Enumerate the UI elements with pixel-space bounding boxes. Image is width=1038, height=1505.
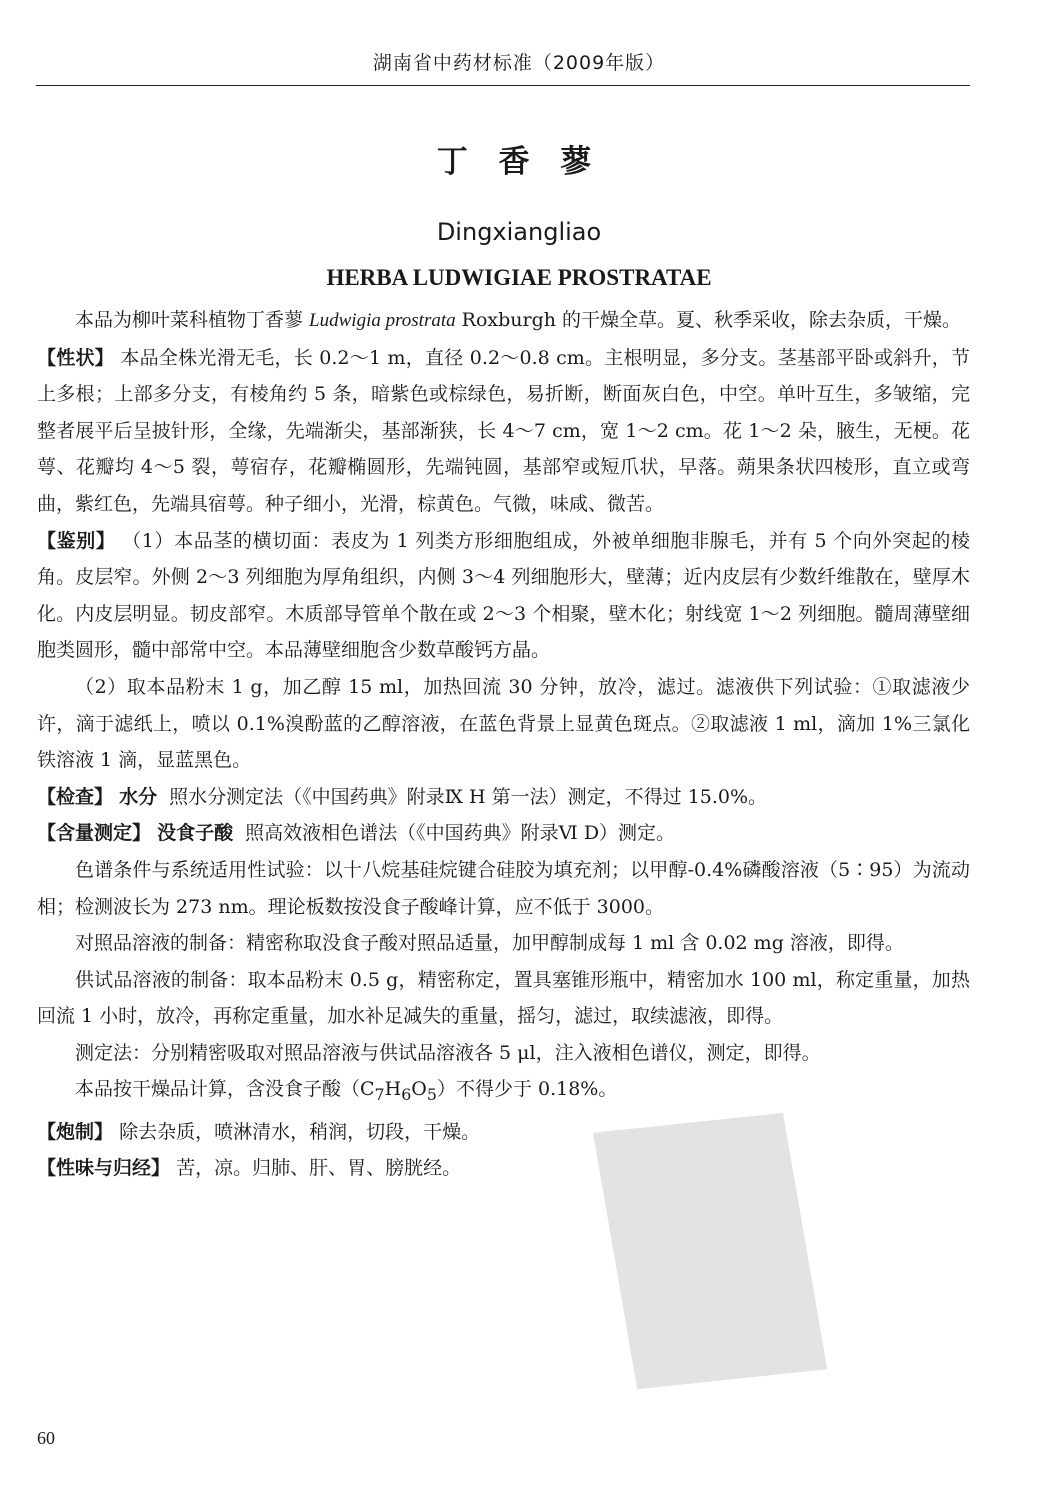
running-header: 湖南省中药材标准（2009年版） (372, 52, 666, 74)
monograph-title: 丁 香 蓼 (436, 144, 602, 180)
section-label: 【含量测定】 (37, 822, 152, 845)
determination-method: 测定法：分别精密吸取对照品溶液与供试品溶液各 5 μl，注入液相色谱仪，测定，即得。 (75, 1041, 821, 1064)
subsection-label: 没食子酸 (157, 822, 234, 845)
monograph-body (37, 302, 970, 1187)
monograph-pinyin: Dingxiangliao (436, 218, 602, 246)
section-label: 【炮制】 (37, 1120, 114, 1143)
species-name: Ludwigia prostrata (309, 310, 456, 331)
chromatography-conditions: 色谱条件与系统适用性试验：以十八烷基硅烷键合硅胶为填充剂；以甲醇-0.4%磷酸溶液（5∶95）为流动相；检测波长为 273 nm。理论板数按没食子酸峰计算，应不低于 3000。 (37, 858, 970, 918)
header-rule (36, 85, 970, 86)
section-label: 【性状】 (37, 346, 115, 369)
intro-paragraph: 本品为柳叶菜科植物丁香蓼 Ludwigia prostrata Roxburgh 的干燥全草。夏、秋季采收，除去杂质，干燥。 (75, 309, 962, 331)
section-label: 【检查】 (37, 785, 114, 808)
monograph-latin-name: HERBA LUDWIGIAE PROSTRATAE (326, 265, 712, 290)
section-xingzhuang: 【性状】 本品全株光滑无毛，长 0.2～1 m，直径 0.2～0.8 cm。主根明显，多分支。茎基部平卧或斜升，节上多根；上部多分支，有棱角约 5 条，暗紫色或棕绿色，易折断，断面灰白色，中空。单叶互生，多皱缩，完整者展平后呈披针形，全缘，先端渐尖，基部渐狭，长 4～7 cm，宽 1～2 cm。花 1～2 朵，腋生，无梗。花萼、花瓣均 4～5 裂，萼宿存，花瓣椭圆形，先端钝圆，基部窄或短爪状，早落。蒴果条状四棱形，直立或弯曲，紫红色，先端具宿萼。种子细小，光滑，棕黄色。气微，味咸、微苦。 (37, 346, 970, 515)
subsection-label: 水分 (119, 785, 158, 808)
content-limit: 本品按干燥品计算，含没食子酸$(C_7H_6O_5)$不得少于 0.18%。 (75, 1078, 618, 1105)
page-number: 60 (37, 1428, 55, 1448)
section-jiancha: 【检查】 水分 照水分测定法（《中国药典》附录Ⅸ H 第一法）测定，不得过 15.0%。 (37, 785, 768, 808)
sample-solution: 供试品溶液的制备：取本品粉末 0.5 g，精密称定，置具塞锥形瓶中，精密加水 100 ml，称定重量，加热回流 1 小时，放冷，再称定重量，加水补足减失的重量，摇匀，滤过，取续滤液，即得。 (37, 968, 970, 1028)
reference-solution: 对照品溶液的制备：精密称取没食子酸对照品适量，加甲醇制成每 1 ml 含 0.02 mg 溶液，即得。 (75, 932, 904, 955)
section-xingwei: 【性味与归经】 苦，凉。归肺、肝、胃、膀胱经。 (37, 1157, 462, 1180)
section-label: 【性味与归经】 (37, 1157, 171, 1180)
section-paozhi: 【炮制】 除去杂质，喷淋清水，稍润，切段，干燥。 (37, 1120, 481, 1143)
section-label: 【鉴别】 (37, 529, 116, 552)
section-jianbie: 【鉴别】 （1）本品茎的横切面：表皮为 1 列类方形细胞组成，外被单细胞非腺毛，并有 5 个向外突起的棱角。皮层窄。外侧 2～3 列细胞为厚角组织，内侧 3～4 列细胞形大，壁薄；近内皮层有少数纤维散在，壁厚木化。内皮层明显。韧皮部窄。木质部导管单个散在或 2～3 个相聚，壁木化；射线宽 1～2 列细胞。髓周薄壁细胞类圆形，髓中部常中空。本品薄壁细胞含少数草酸钙方晶。 (37, 529, 970, 662)
jianbie-test-2: （2）取本品粉末 1 g，加乙醇 15 ml，加热回流 30 分钟，放冷，滤过。滤液供下列试验：①取滤液少许，滴于滤纸上，喷以 0.1%溴酚蓝的乙醇溶液，在蓝色背景上显黄色斑点。②取滤液 1 ml，滴加 1%三氯化铁溶液 1 滴，显蓝黑色。 (37, 675, 970, 772)
section-hanliang: 【含量测定】 没食子酸 照高效液相色谱法（《中国药典》附录Ⅵ D）测定。 (37, 822, 676, 845)
